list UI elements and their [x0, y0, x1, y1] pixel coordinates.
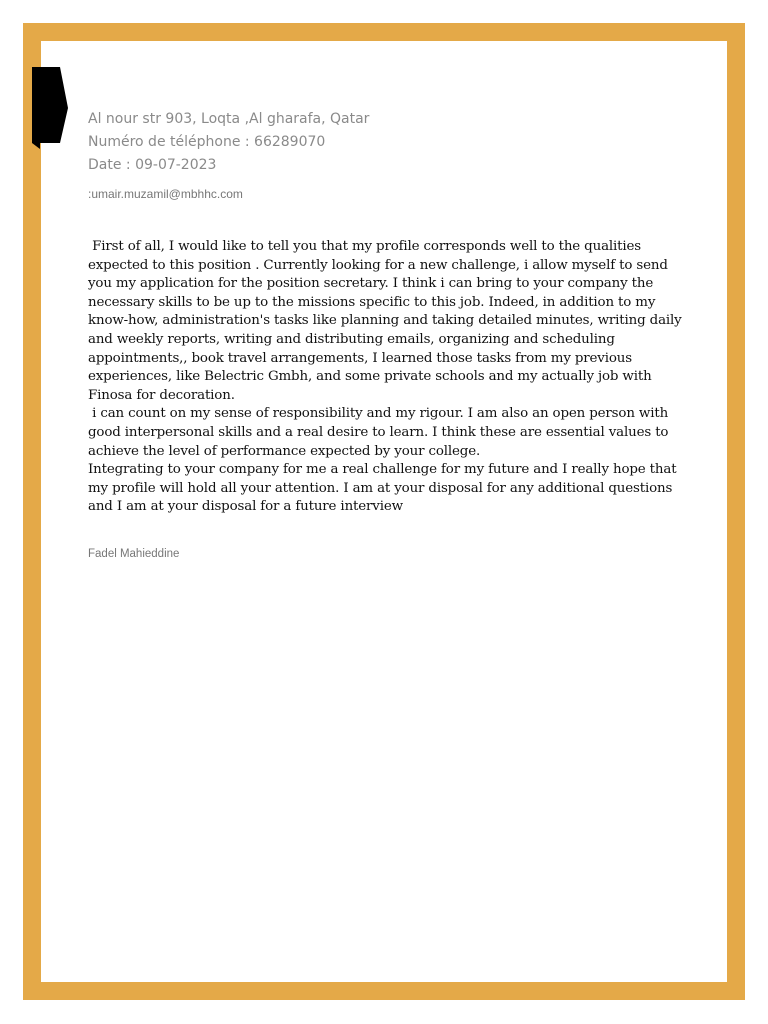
sender-address: Al nour str 903, Loqta ,Al gharafa, Qatar — [88, 111, 370, 127]
letter-date: Date : 09-07-2023 — [88, 157, 217, 173]
body-paragraph: i can count on my sense of responsibility and my rigour. I am also an open person with good interpersonal skills and a real desire to learn. I think these are essential values to achieve the level of performance expected by your college. — [88, 406, 673, 459]
sender-phone: Numéro de téléphone : 66289070 — [88, 134, 326, 150]
black-tab-marker — [32, 67, 68, 149]
body-paragraph: First of all, I would like to tell you that my profile corresponds well to the qualities expected to this position . Currently looking for a new challenge, i allow myself to send you my application for the position secretary. I think i can bring to your company the necessary skills to be up to the missions specific to this job. Indeed, in addition to my know-how, administration's tasks like planning and taking detailed minutes, writing daily and weekly reports, writing and distributing emails, organizing and scheduling appointments,, book travel arrangements, I learned those tasks from my previous experiences, like Belectric Gmbh, and some private schools and my actually job with Finosa for decoration. — [88, 239, 686, 403]
sender-header — [88, 108, 369, 177]
letter-body — [88, 238, 688, 517]
body-paragraph: Integrating to your company for me a real challenge for my future and I really hope that my profile will hold all your attention. I am at your disposal for any additional questions and I am at your disposal for a future interview — [88, 462, 681, 515]
sender-email: :umair.muzamil@mbhhc.com — [88, 187, 243, 201]
signature-name: Fadel Mahieddine — [88, 548, 180, 560]
